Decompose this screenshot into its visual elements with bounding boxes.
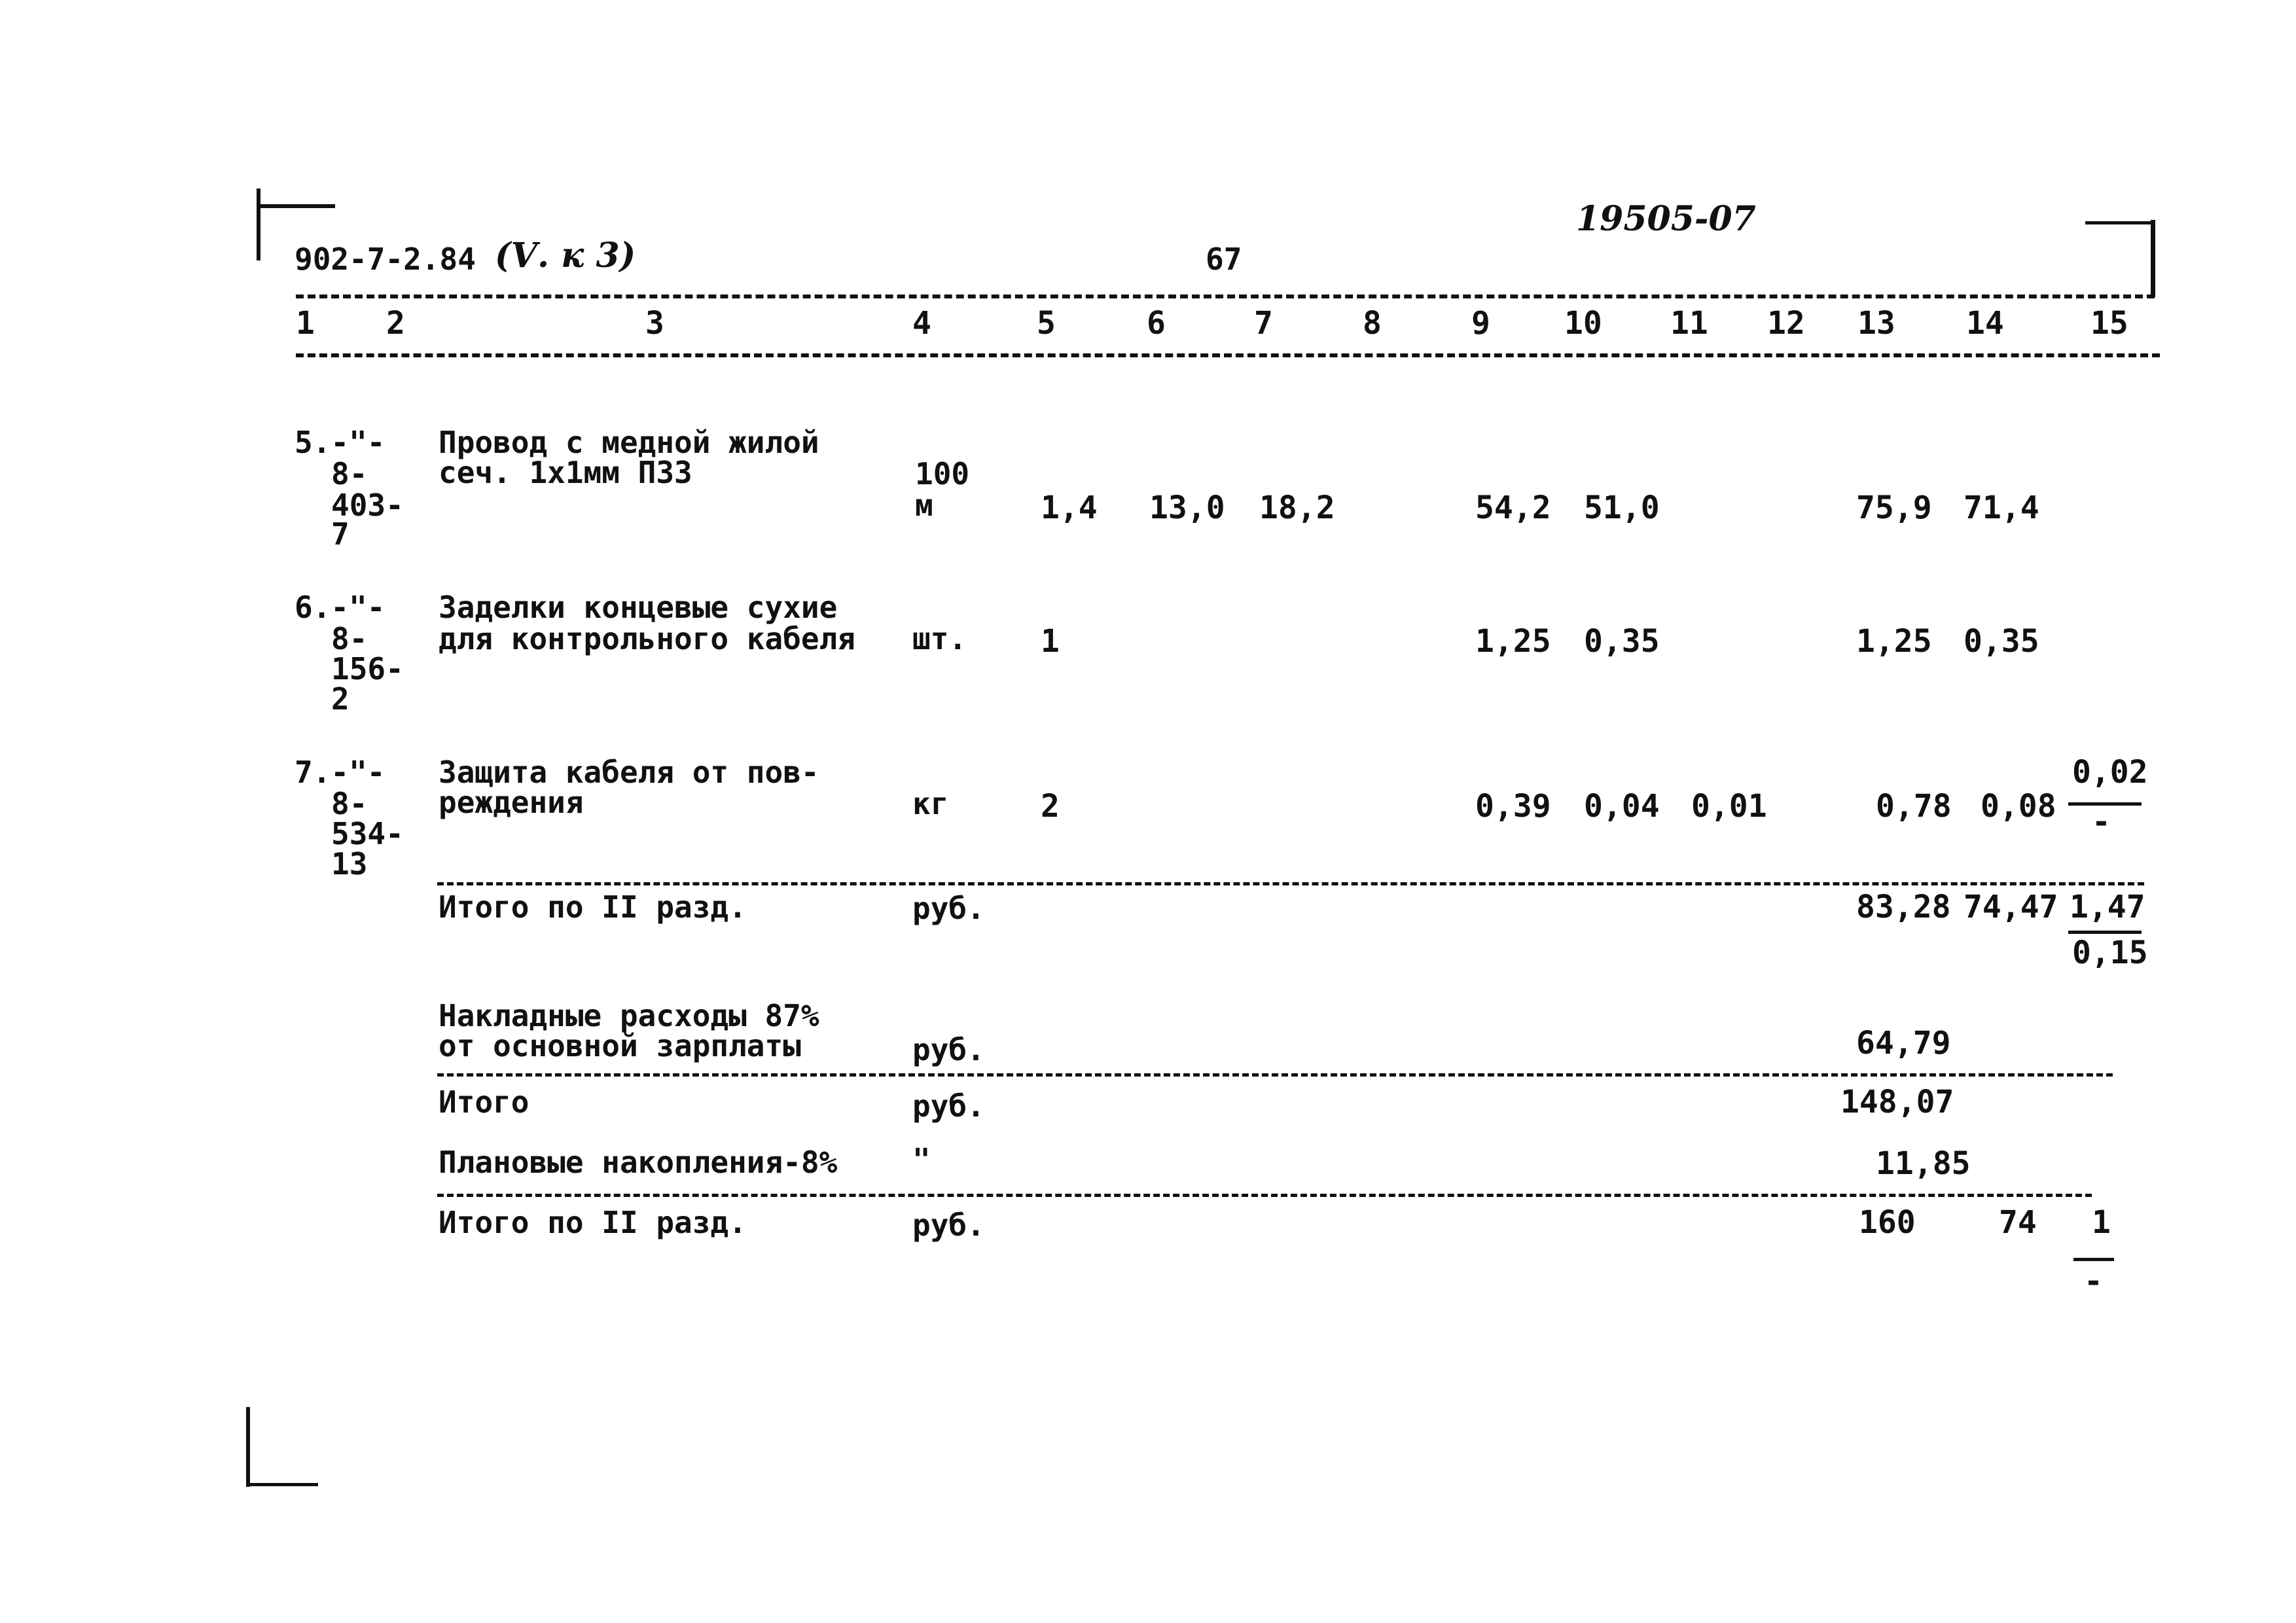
cell-col-13: 75,9 xyxy=(1856,490,1932,526)
cell-col-5: 2 xyxy=(1041,788,1060,825)
column-number: 7 xyxy=(1254,305,1273,342)
cell-col-13: 148,07 xyxy=(1840,1084,1954,1120)
cell-col-7: 18,2 xyxy=(1259,490,1335,526)
cell-col-10: 0,04 xyxy=(1584,788,1660,825)
row-code-line: 403- xyxy=(331,488,404,523)
overhead-label-line: от основной зарплаты xyxy=(439,1028,801,1063)
column-number: 1 xyxy=(296,305,315,342)
row-name-line: для контрольного кабеля xyxy=(439,621,855,656)
cell-col-10: 51,0 xyxy=(1584,490,1660,526)
cell-col-9: 0,39 xyxy=(1475,788,1551,825)
overhead-unit: руб. xyxy=(912,1032,985,1067)
cell-col-15-top: 1,47 xyxy=(2070,889,2145,925)
column-number: 11 xyxy=(1670,305,1708,342)
totals-top-rule xyxy=(437,882,2144,885)
row-position: 7.-"- xyxy=(295,755,386,790)
column-number: 2 xyxy=(386,305,405,342)
column-number: 3 xyxy=(645,305,664,342)
cell-col-15-top: 1 xyxy=(2092,1204,2111,1241)
column-number: 15 xyxy=(2090,305,2128,342)
column-number: 8 xyxy=(1363,305,1382,342)
row-code-line: 2 xyxy=(331,681,350,717)
row-position: 6.-"- xyxy=(295,590,386,625)
row-code-line: 8- xyxy=(331,456,368,491)
handwritten-note: (Ⅴ. к 3) xyxy=(495,236,636,276)
final-total-unit: руб. xyxy=(912,1207,985,1243)
row-name-line: Защита кабеля от пов- xyxy=(439,755,819,790)
page-number: 67 xyxy=(1206,241,1242,277)
column-number: 10 xyxy=(1564,305,1602,342)
cell-col-15-bottom: - xyxy=(2084,1263,2103,1300)
corner-mark-top-right-vertical xyxy=(2151,220,2155,297)
document-code: 902-7-2.84 xyxy=(295,241,476,277)
subtotal-unit: руб. xyxy=(912,1088,985,1124)
row-name-line: Провод с медной жилой xyxy=(439,425,819,460)
cell-col-13: 160 xyxy=(1859,1204,1916,1241)
corner-mark-top-left-vertical xyxy=(257,188,260,260)
fraction-line xyxy=(2073,1258,2114,1261)
planned-savings-label: Плановые накопления-8% xyxy=(439,1145,838,1180)
cell-col-14: 0,35 xyxy=(1964,623,2039,660)
cell-col-13: 83,28 xyxy=(1856,889,1951,925)
column-number: 12 xyxy=(1767,305,1805,342)
row-unit: шт. xyxy=(912,621,967,656)
column-number: 13 xyxy=(1857,305,1895,342)
stamp-number: 19505-07 xyxy=(1576,199,1756,239)
column-header-bottom-rule xyxy=(296,353,2160,357)
cell-col-14: 0,08 xyxy=(1981,788,2056,825)
planned-savings-unit: " xyxy=(912,1142,931,1177)
row-unit-line: 100 xyxy=(915,456,970,491)
row-name-line: Заделки концевые сухие xyxy=(439,590,838,625)
cell-col-5: 1 xyxy=(1041,623,1060,660)
final-total-label: Итого по II разд. xyxy=(439,1205,747,1240)
fraction-line xyxy=(2068,931,2142,934)
cell-col-14: 74,47 xyxy=(1964,889,2058,925)
column-number: 5 xyxy=(1037,305,1056,342)
row-code-line: 8- xyxy=(331,621,368,656)
cell-col-6: 13,0 xyxy=(1149,490,1225,526)
corner-mark-bottom-left-horizontal xyxy=(246,1483,318,1486)
cell-col-15-bottom: 0,15 xyxy=(2072,935,2148,971)
row-unit-line: м xyxy=(915,488,933,523)
cell-col-13: 0,78 xyxy=(1876,788,1952,825)
row-position: 5.-"- xyxy=(295,425,386,460)
column-number: 9 xyxy=(1471,305,1490,342)
row-code-line: 8- xyxy=(331,786,368,821)
row-name-line: сеч. 1х1мм ПЗЗ xyxy=(439,455,692,490)
cell-col-14: 71,4 xyxy=(1964,490,2039,526)
final-total-rule xyxy=(437,1194,2092,1197)
row-code-line: 156- xyxy=(331,651,404,687)
row-code-line: 13 xyxy=(331,846,368,882)
subtotal-label: Итого xyxy=(439,1084,529,1120)
corner-mark-top-left-horizontal xyxy=(257,204,335,208)
cell-col-15-top: 0,02 xyxy=(2072,754,2148,791)
cell-col-11: 0,01 xyxy=(1691,788,1767,825)
cell-col-13: 11,85 xyxy=(1876,1145,1971,1182)
overhead-label-line: Накладные расходы 87% xyxy=(439,998,819,1033)
row-unit: кг xyxy=(912,786,949,821)
total-label: Итого по II разд. xyxy=(439,889,747,925)
corner-mark-bottom-left-vertical xyxy=(246,1407,250,1487)
total-unit: руб. xyxy=(912,891,985,926)
cell-col-10: 0,35 xyxy=(1584,623,1660,660)
column-number: 14 xyxy=(1966,305,2004,342)
cell-col-5: 1,4 xyxy=(1041,490,1098,526)
cell-col-14: 74 xyxy=(1999,1204,2037,1241)
corner-mark-top-right-horizontal xyxy=(2085,221,2155,224)
cell-col-15-bottom: - xyxy=(2092,804,2111,840)
row-code-line: 7 xyxy=(331,516,350,552)
cell-col-9: 1,25 xyxy=(1475,623,1551,660)
column-number: 6 xyxy=(1147,305,1166,342)
row-name-line: реждения xyxy=(439,785,584,820)
cell-col-13: 1,25 xyxy=(1856,623,1932,660)
column-header-top-rule xyxy=(296,294,2155,298)
column-number: 4 xyxy=(912,305,931,342)
row-code-line: 534- xyxy=(331,816,404,851)
cell-col-13: 64,79 xyxy=(1856,1025,1951,1061)
cell-col-9: 54,2 xyxy=(1475,490,1551,526)
subtotal-rule xyxy=(437,1073,2113,1077)
